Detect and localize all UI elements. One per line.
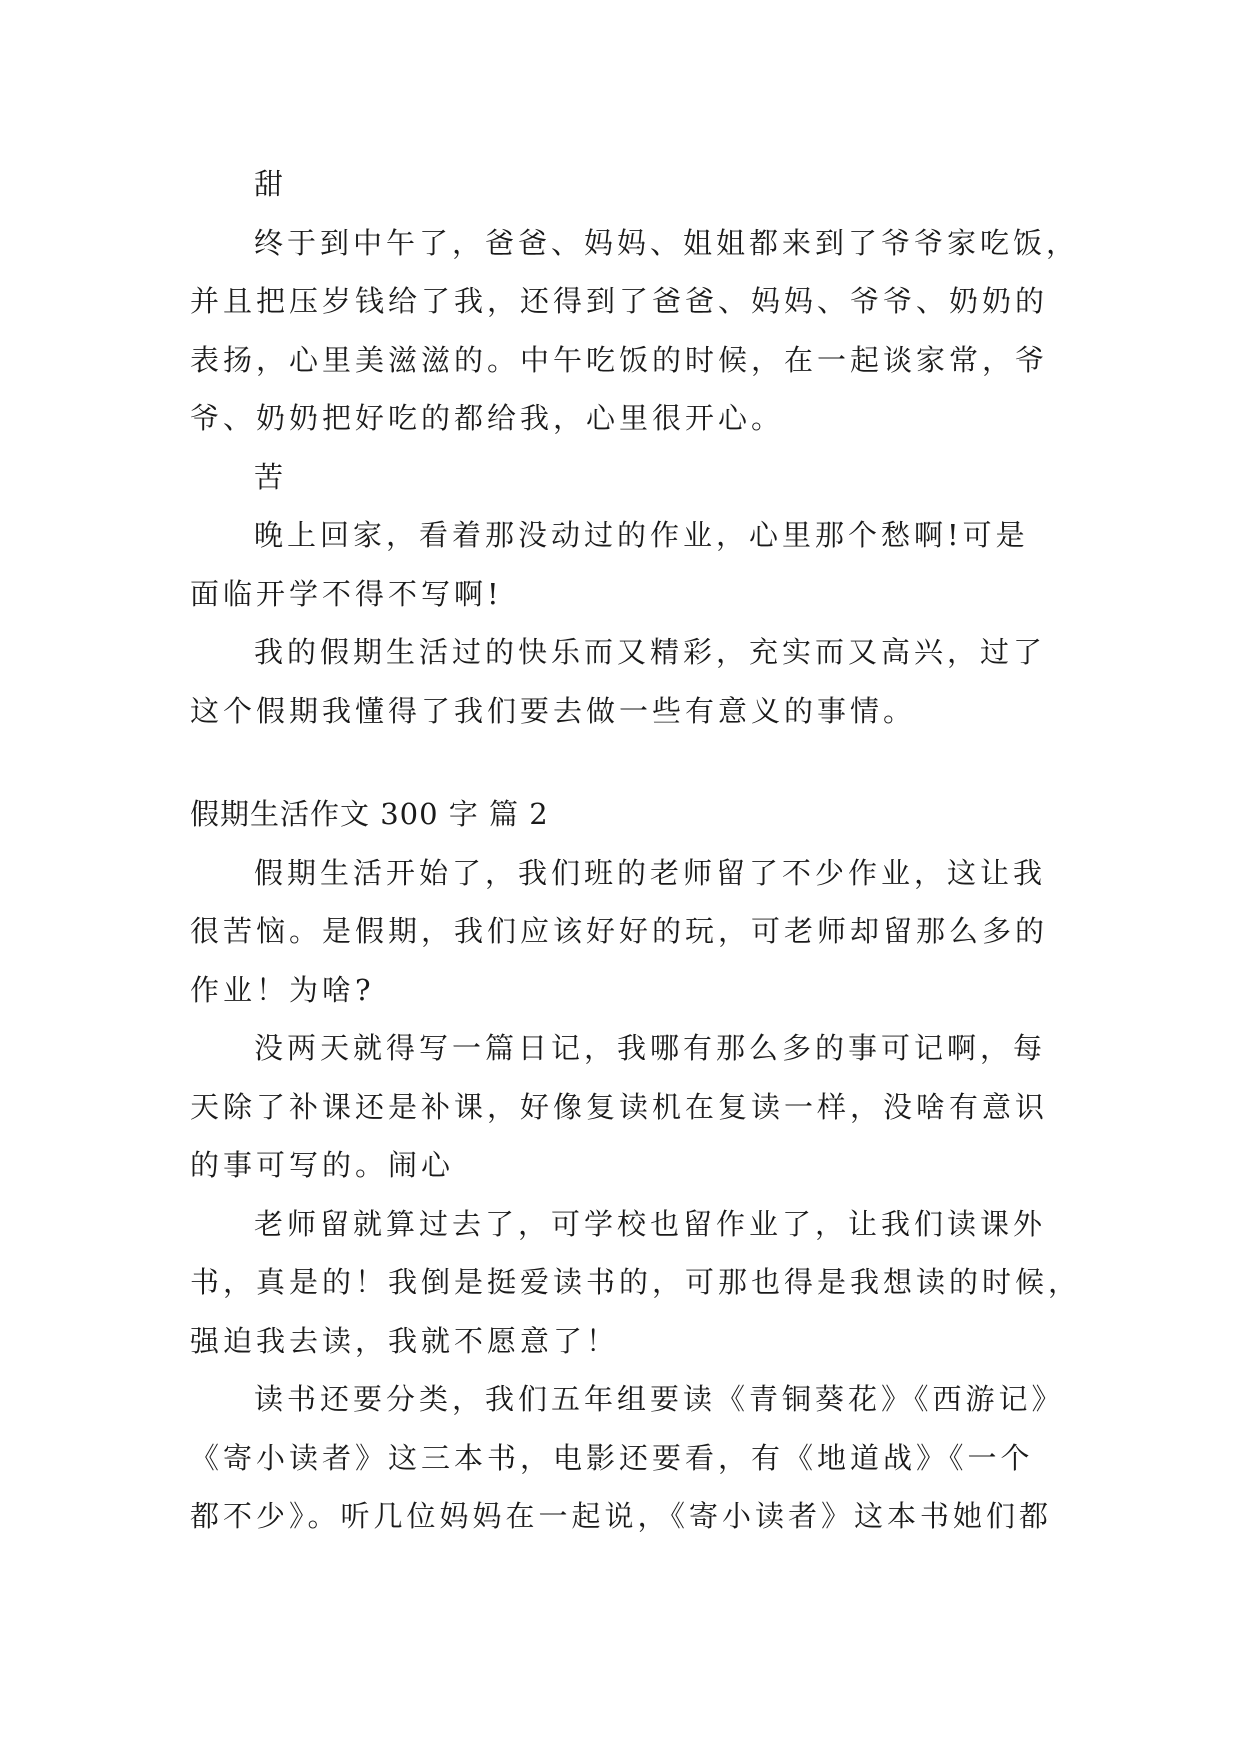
text-line: 书，真是的！我倒是挺爱读书的，可那也得是我想读的时候， <box>190 1265 1082 1299</box>
text-line: 这个假期我懂得了我们要去做一些有意义的事情。 <box>190 693 917 728</box>
sweet-paragraph <box>190 214 1080 448</box>
text-line: 晚上回家，看着那没动过的作业，心里那个愁啊!可是 <box>254 518 1029 552</box>
paragraph-1 <box>190 844 1050 1020</box>
text-line: 老师留就算过去了，可学校也留作业了，让我们读课外 <box>254 1206 1047 1241</box>
text-line: 没两天就得写一篇日记，我哪有那么多的事可记啊，每 <box>254 1031 1047 1065</box>
sweet-heading: 甜 <box>254 167 288 201</box>
bitter-paragraph <box>190 506 1050 623</box>
text-line: 强迫我去读，我就不愿意了！ <box>190 1323 620 1358</box>
text-line: 终于到中午了，爸爸、妈妈、姐姐都来到了爷爷家吃饭， <box>254 225 1080 260</box>
text-line: 很苦恼。是假期，我们应该好好的玩，可老师却留那么多的 <box>190 914 1049 948</box>
text-line: 假期生活开始了，我们班的老师留了不少作业，这让我 <box>254 855 1047 890</box>
text-line: 并且把压岁钱给了我，还得到了爸爸、妈妈、爷爷、奶奶的 <box>190 284 1049 318</box>
summary-paragraph <box>190 623 1050 740</box>
text-line: 表扬，心里美滋滋的。中午吃饭的时候，在一起谈家常，爷 <box>190 342 1049 377</box>
text-line: 《寄小读者》这三本书，电影还要看，有《地道战》《一个 <box>190 1440 1034 1475</box>
text-line: 天除了补课还是补课，好像复读机在复读一样，没啥有意识 <box>190 1089 1049 1124</box>
section-title: 假期生活作文 300 字 篇 2 <box>190 797 549 831</box>
bitter-heading: 苦 <box>254 459 288 494</box>
text-line: 的事可写的。闹心 <box>190 1148 455 1182</box>
paragraph-3 <box>190 1195 1082 1371</box>
text-line: 爷、奶奶把好吃的都给我，心里很开心。 <box>190 401 785 435</box>
text-line: 读书还要分类，我们五年组要读《青铜葵花》《西游记》 <box>254 1382 1065 1416</box>
text-line: 作业！为啥? <box>190 972 375 1007</box>
text-line: 面临开学不得不写啊! <box>190 576 503 611</box>
document-body <box>190 155 1082 1546</box>
paragraph-2 <box>190 1019 1050 1195</box>
text-line: 都不少》。听几位妈妈在一起说，《寄小读者》这本书她们都 <box>190 1499 1053 1533</box>
section-spacer <box>190 740 1050 785</box>
text-line: 我的假期生活过的快乐而又精彩，充实而又高兴，过了 <box>254 635 1047 669</box>
paragraph-4 <box>190 1370 1065 1546</box>
